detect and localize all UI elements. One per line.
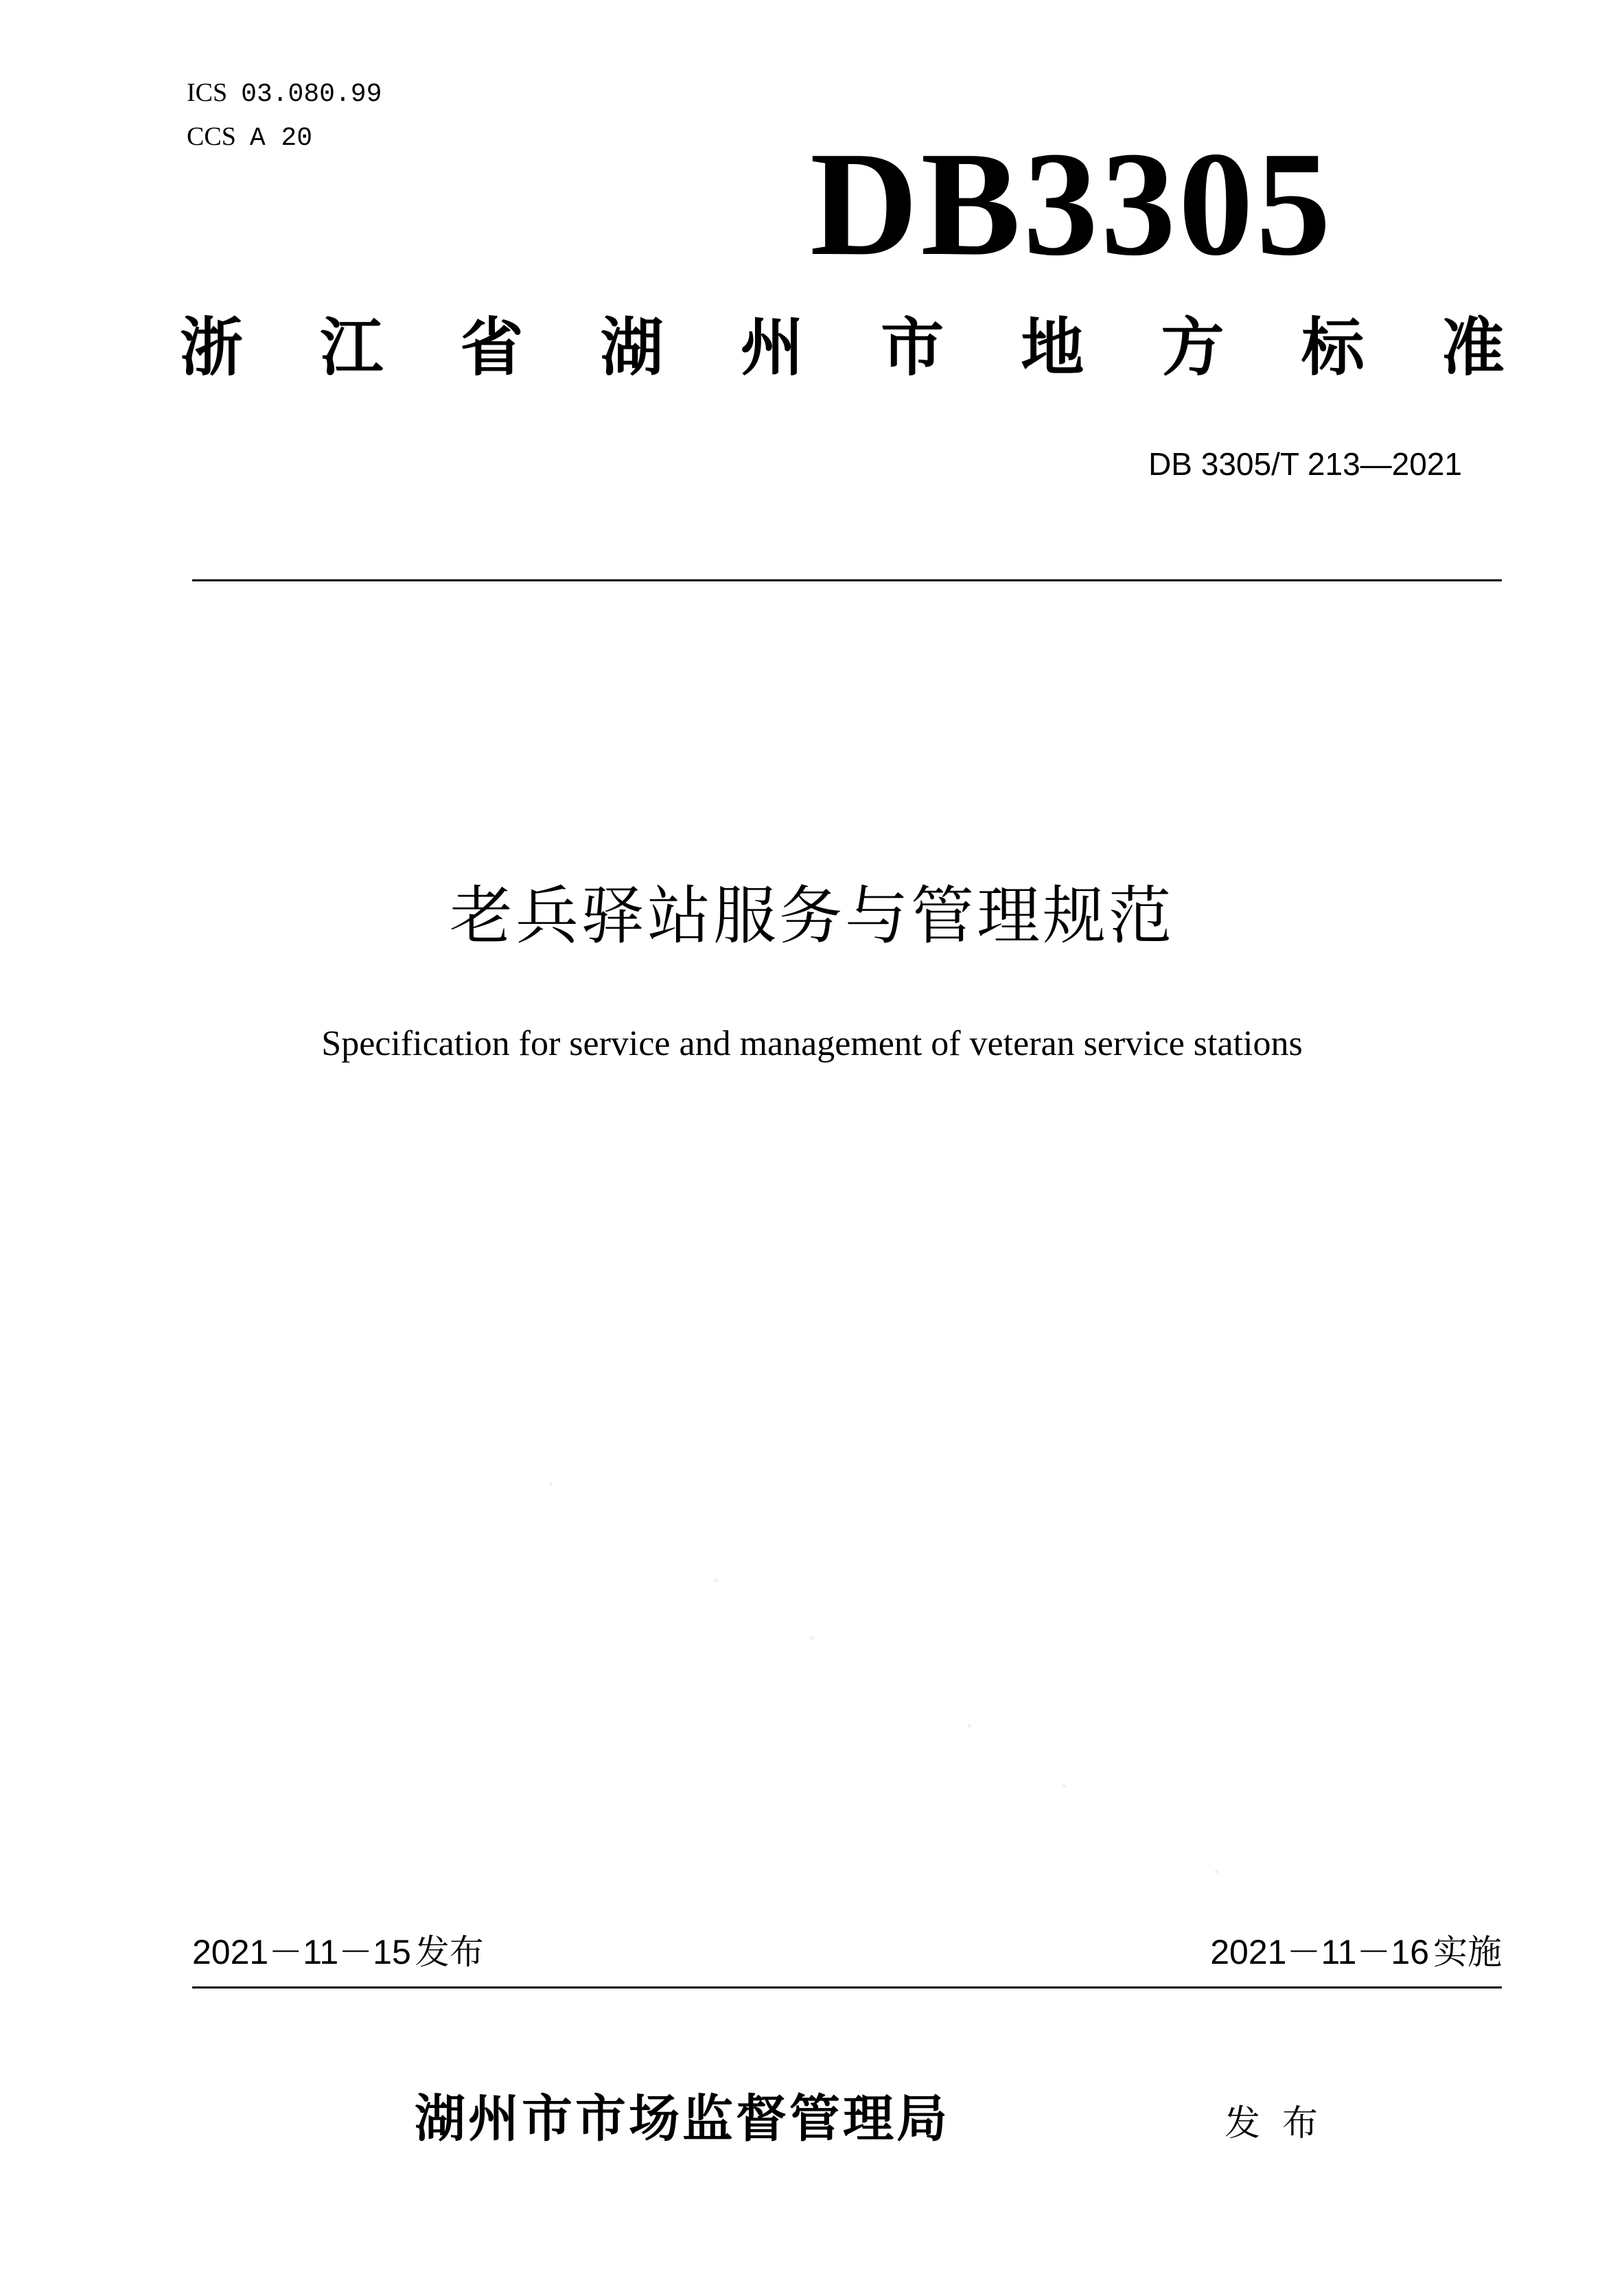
- standard-type-char: 方: [1161, 311, 1225, 384]
- top-divider: [192, 579, 1502, 581]
- publish-label: 发布: [1225, 2103, 1341, 2144]
- standard-type-char: 市: [881, 311, 944, 384]
- standard-type-heading: [180, 310, 1505, 386]
- implementation-date-suffix: 实施: [1433, 1932, 1502, 1972]
- document-title-chinese: 老兵驿站服务与管理规范: [449, 879, 1174, 953]
- db-code-logo: DB3305: [810, 121, 1334, 287]
- document-title-english: Specification for service and management of veteran service stations: [321, 1024, 1303, 1063]
- ccs-classification: [187, 121, 312, 154]
- standard-type-char: 标: [1301, 311, 1365, 384]
- scan-speck: [1215, 1870, 1218, 1873]
- standard-type-char: 省: [460, 311, 524, 384]
- scan-speck: [810, 1636, 813, 1640]
- standard-type-char: 地: [1021, 311, 1084, 384]
- issue-date-suffix: 发布: [415, 1932, 484, 1972]
- ics-classification: [187, 77, 382, 111]
- bottom-divider: [192, 1986, 1502, 1988]
- ics-code: 03.080.99: [241, 80, 382, 109]
- scan-speck: [714, 1579, 717, 1582]
- issue-date-value: 2021－11－15: [192, 1933, 411, 1971]
- scan-speck: [1063, 1785, 1066, 1788]
- standard-type-char: 江: [320, 311, 384, 384]
- ics-label: ICS: [187, 78, 228, 107]
- standard-type-char: 准: [1441, 311, 1505, 384]
- issue-date: [192, 1930, 484, 1974]
- publisher-name: 湖州市市场监督管理局: [415, 2089, 950, 2148]
- implementation-date: [1057, 1930, 1502, 1974]
- scan-speck: [549, 1483, 553, 1486]
- standard-number: DB 3305/T 213—2021: [1148, 446, 1462, 482]
- standard-type-char: 州: [740, 311, 804, 384]
- scan-speck: [968, 1724, 971, 1728]
- implementation-date-value: 2021－11－16: [1210, 1933, 1429, 1971]
- ccs-label: CCS: [187, 122, 236, 151]
- standard-type-char: 浙: [180, 311, 244, 384]
- ccs-code: A 20: [249, 124, 313, 153]
- standard-type-char: 湖: [600, 311, 664, 384]
